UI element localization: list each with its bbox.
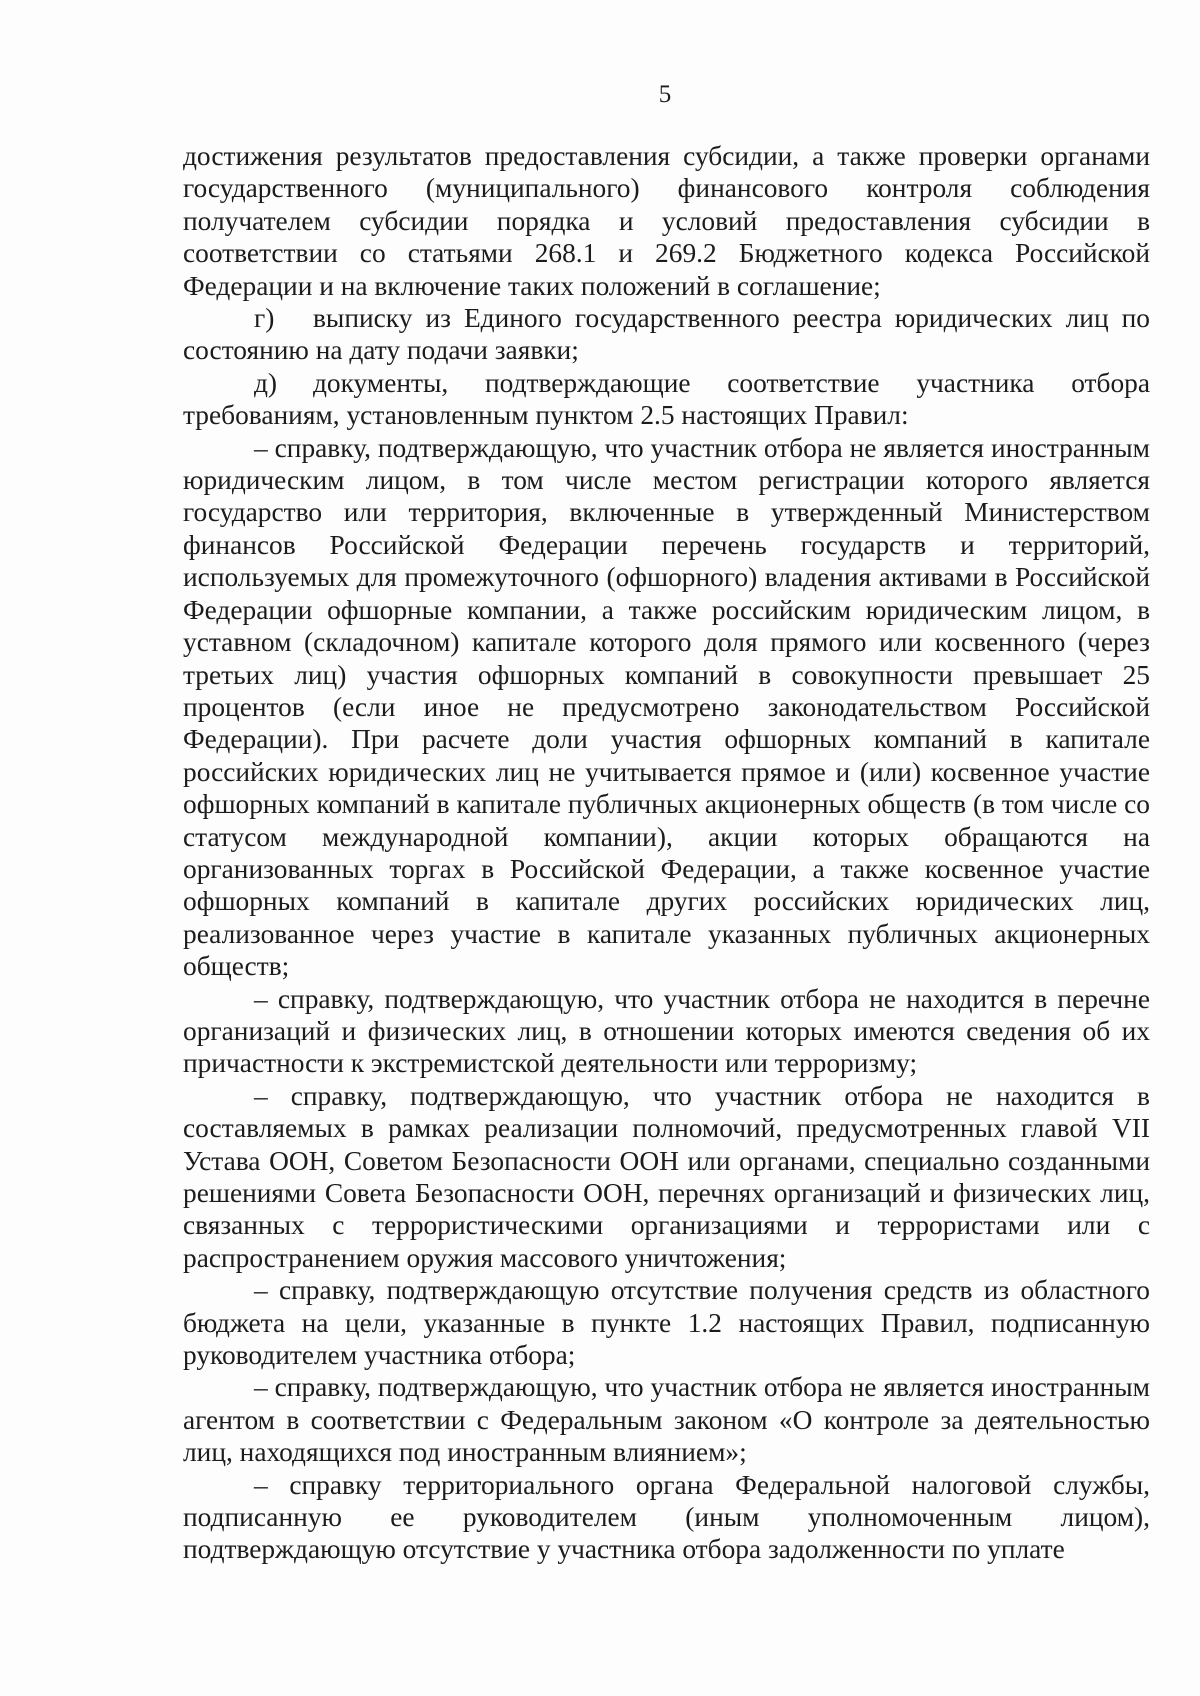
paragraph-text: – справку, подтверждающую, что участник отбора не является иностранным агентом в соответствии с Федеральным законом «О контроле за деятельностью лиц, находящихся под иностранным влиянием»; [183, 1372, 1150, 1468]
paragraph-continuation [183, 140, 1150, 302]
paragraph-text: достижения результатов предоставления субсидии, а также проверки органами государственного (муниципального) финансового контроля соблюдения получателем субсидии порядка и условий предоставления субсидии в соответствии со статьями 268.1 и 269.2 Бюджетного кодекса Российской Федерации и на включение таких положений в соглашение; [183, 141, 1150, 301]
bullet-un-sanctions-certificate [183, 1080, 1150, 1274]
bullet-offshore-certificate [183, 432, 1150, 983]
paragraph-text: – справку, подтверждающую, что участник отбора не является иностранным юридическим лицом, в том числе местом регистрации которого является государство или территория, включенные в утвержденный Министерством финансов Российской Федерации перечень государств и территорий, используемых для промежуточного (офшорного) владения активами в Российской Федерации офшорные компании, а также российским юридическим лицом, в уставном (складочном) капитале которого доля прямого или косвенного (через третьих лиц) участия офшорных компаний в совокупности превышает 25 процентов (если иное не предусмотрено законодательством Российской Федерации). При расчете доли участия офшорных компаний в капитале российских юридических лиц не учитывается прямое и (или) косвенное участие офшорных компаний в капитале публичных акционерных обществ (в том числе со статусом международной компании), акции которых обращаются на организованных торгах в Российской Федерации, а также косвенное участие офшорных компаний в капитале других российских юридических лиц, реализованное через участие в капитале указанных публичных акционерных обществ; [183, 432, 1150, 982]
bullet-budget-funds-certificate [183, 1274, 1150, 1371]
paragraph-text: – справку, подтверждающую, что участник отбора не находится в перечне организаций и физических лиц, в отношении которых имеются сведения об их причастности к экстремистской деятельности или терроризму; [183, 983, 1150, 1079]
list-item-g [183, 302, 1150, 367]
list-item-label: г) [254, 303, 275, 334]
paragraph-text: документы, подтверждающие соответствие участника отбора требованиям, установленным пунктом 2.5 настоящих Правил: [183, 367, 1150, 431]
bullet-extremism-certificate [183, 983, 1150, 1080]
paragraph-text: – справку, подтверждающую, что участник отбора не находится в составляемых в рамках реализации полномочий, предусмотренных главой VII Устава ООН, Советом Безопасности ООН или органами, специально созданными решениями Совета Безопасности ООН, перечнях организаций и физических лиц, связанных с террористическими организациями и террористами или с распространением оружия массового уничтожения; [183, 1080, 1150, 1273]
page-number: 5 [658, 81, 672, 108]
document-body [183, 140, 1150, 1566]
paragraph-text: – справку территориального органа Федеральной налоговой службы, подписанную ее руководителем (иным уполномоченным лицом), подтверждающую отсутствие у участника отбора задолженности по уплате [183, 1469, 1150, 1565]
bullet-foreign-agent-certificate [183, 1371, 1150, 1468]
list-item-d [183, 367, 1150, 432]
paragraph-text: – справку, подтверждающую отсутствие получения средств из областного бюджета на цели, указанные в пункте 1.2 настоящих Правил, подписанную руководителем участника отбора; [183, 1275, 1150, 1371]
paragraph-text: выписку из Единого государственного реестра юридических лиц по состоянию на дату подачи заявки; [183, 303, 1150, 366]
list-item-label: д) [254, 367, 278, 398]
bullet-tax-certificate [183, 1469, 1150, 1566]
